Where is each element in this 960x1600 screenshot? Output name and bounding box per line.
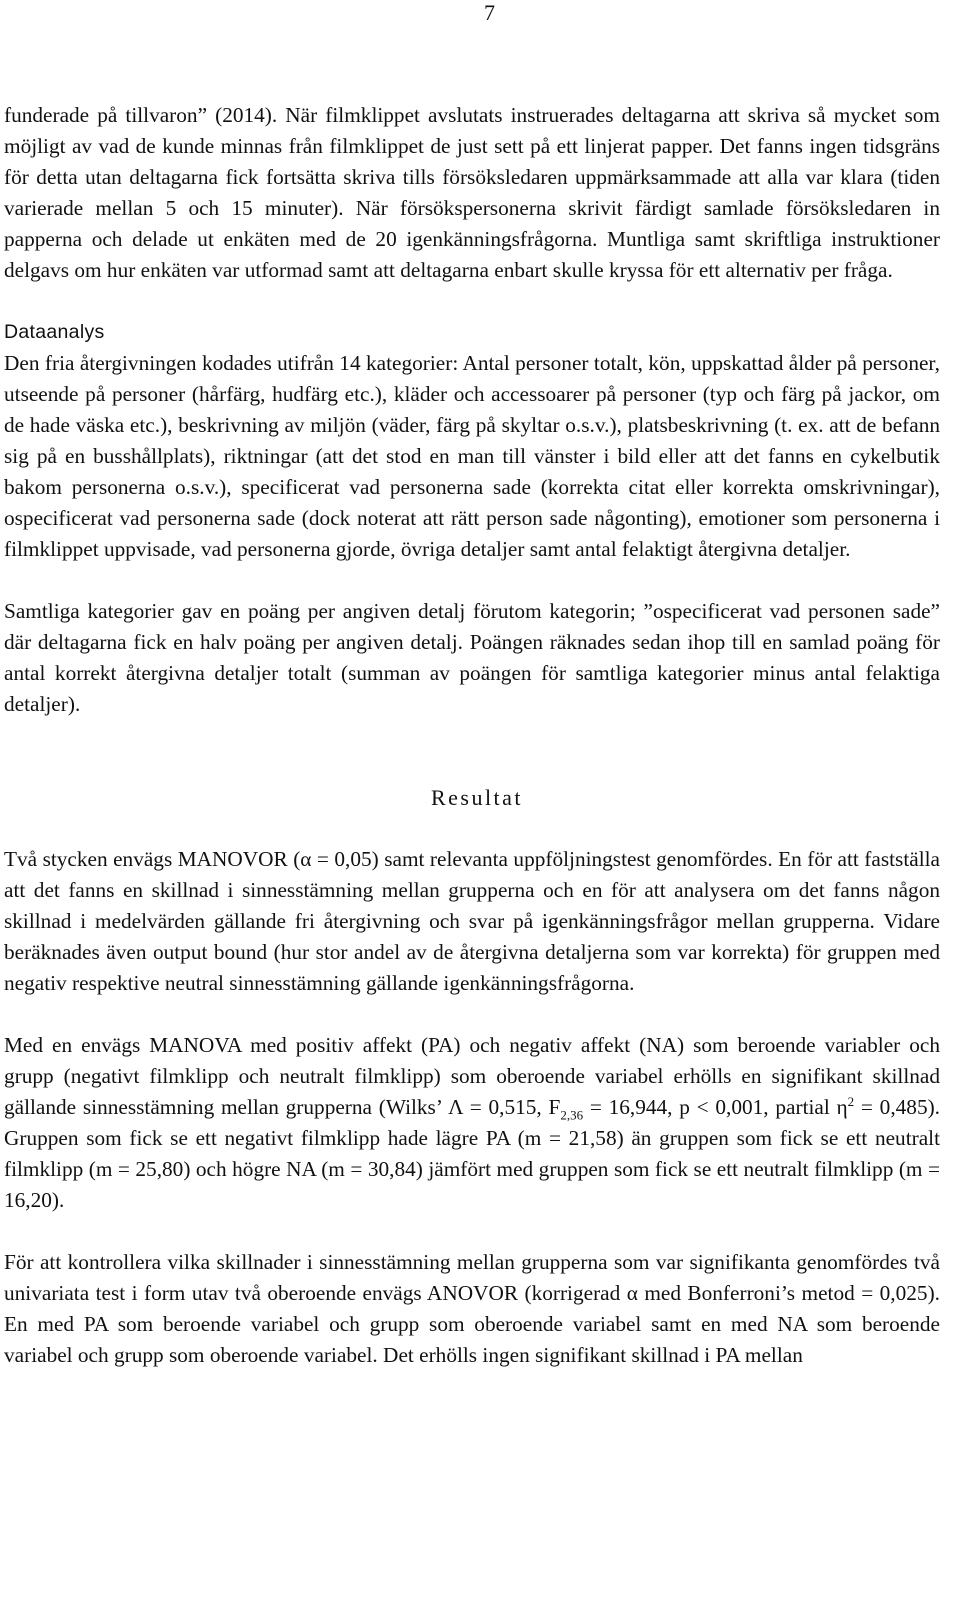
resultat-paragraph-1: Två stycken envägs MANOVOR (α = 0,05) samt relevanta uppföljningstest genomfördes. En för att fastställa att det fanns en skillnad i sinnesstämning mellan grupperna och en för att analysera om det fanns någon skillnad i medelvärden gällande fri återgivning och svar på igenkänningsfrågor mellan grupperna. Vidare beräknades även output bound (hur stor andel av de återgivna detaljerna som var korrekta) för gruppen med negativ respektive neutral sinnesstämning gällande igenkänningsfrågorna. [4, 847, 940, 995]
dataanalys-paragraph-1: Den fria återgivningen kodades utifrån 14 kategorier: Antal personer totalt, kön, uppskattad ålder på personer, utseende på personer (hårfärg, hudfärg etc.), kläder och accessoarer på personer (typ och färg på jackor, om de hade väska etc.), beskrivning av miljön (väder, färg på skyltar o.s.v.), platsbeskrivning (t. ex. att de befann sig på en busshållplats), riktningar (att det stod en man till vänster i bild eller att det fanns en cykelbutik bakom personerna o.s.v.), specificerat vad personerna sade (korrekta citat eller korrekta omskrivningar), ospecificerat vad personerna sade (dock noterat att rätt person sade någonting), emotioner som personerna i filmklippet uppvisade, vad personerna gjorde, övriga detaljer samt antal felaktigt återgivna detaljer. [4, 351, 940, 561]
resultat-paragraph-2-part-3: = 0,485). Gruppen som fick se ett negativt filmklipp hade lägre PA (m = 21,58) än gruppen som fick se ett neutralt filmklipp (m = 25,80) och högre NA (m = 30,84) jämfört med gruppen som fick se ett neutralt filmklipp (m = 16,20). [4, 1095, 941, 1212]
dataanalys-paragraph-2: Samtliga kategorier gav en poäng per angiven detalj förutom kategorin; ”ospecificerat vad personen sade” där deltagarna fick en halv poäng per angiven detalj. Poängen räknades sedan ihop till en samlad poäng för antal korrekt återgivna detaljer totalt (summan av poängen för samtliga kategorier minus antal felaktiga detaljer). [4, 599, 940, 716]
resultat-paragraph-3: För att kontrollera vilka skillnader i sinnesstämning mellan grupperna som var signifikanta genomfördes två univariata test i form utav två oberoende envägs ANOVOR (korrigerad α med Bonferroni’s metod = 0,025). En med PA som beroende variabel och grupp som oberoende variabel samt en med NA som beroende variabel och grupp som oberoende variabel. Det erhölls ingen signifikant skillnad i PA mellan [4, 1250, 940, 1367]
resultat-paragraph-2-part-1: Med en envägs MANOVA med positiv affekt (PA) och negativ affekt (NA) som beroende variabler och grupp (negativt filmklipp och neutralt filmklipp) som oberoende variabel erhölls en signifikant skillnad gällande sinnesstämning mellan grupperna (Wilks’ Λ = 0,515, F [4, 1033, 940, 1119]
page-number: 7 [484, 0, 495, 25]
f-degrees-of-freedom: 2,36 [560, 1107, 584, 1123]
resultat-paragraph-2 [4, 1030, 940, 1216]
eta-squared-exponent: 2 [847, 1093, 855, 1109]
dataanalys-heading: Dataanalys [4, 321, 105, 343]
method-paragraph: funderade på tillvaron” (2014). När filmklippet avslutats instruerades deltagarna att skriva så mycket som möjligt av vad de kunde minnas från filmklippet de just sett på ett linjerat papper. Det fanns ingen tidsgräns för detta utan deltagarna fick fortsätta skriva tills försöksledaren uppmärksammade att alla var klara (tiden varierade mellan 5 och 15 minuter). När försökspersonerna skrivit färdigt samlade försöksledaren in papperna och delade ut enkäten med de 20 igenkänningsfrågorna. Muntliga samt skriftliga instruktioner delgavs om hur enkäten var utformad samt att deltagarna enbart skulle kryssa för ett alternativ per fråga. [4, 103, 940, 282]
resultat-paragraph-2-part-2: = 16,944, p < 0,001, partial η [583, 1095, 848, 1119]
document-body [4, 100, 940, 1371]
resultat-heading: Resultat [430, 785, 524, 810]
